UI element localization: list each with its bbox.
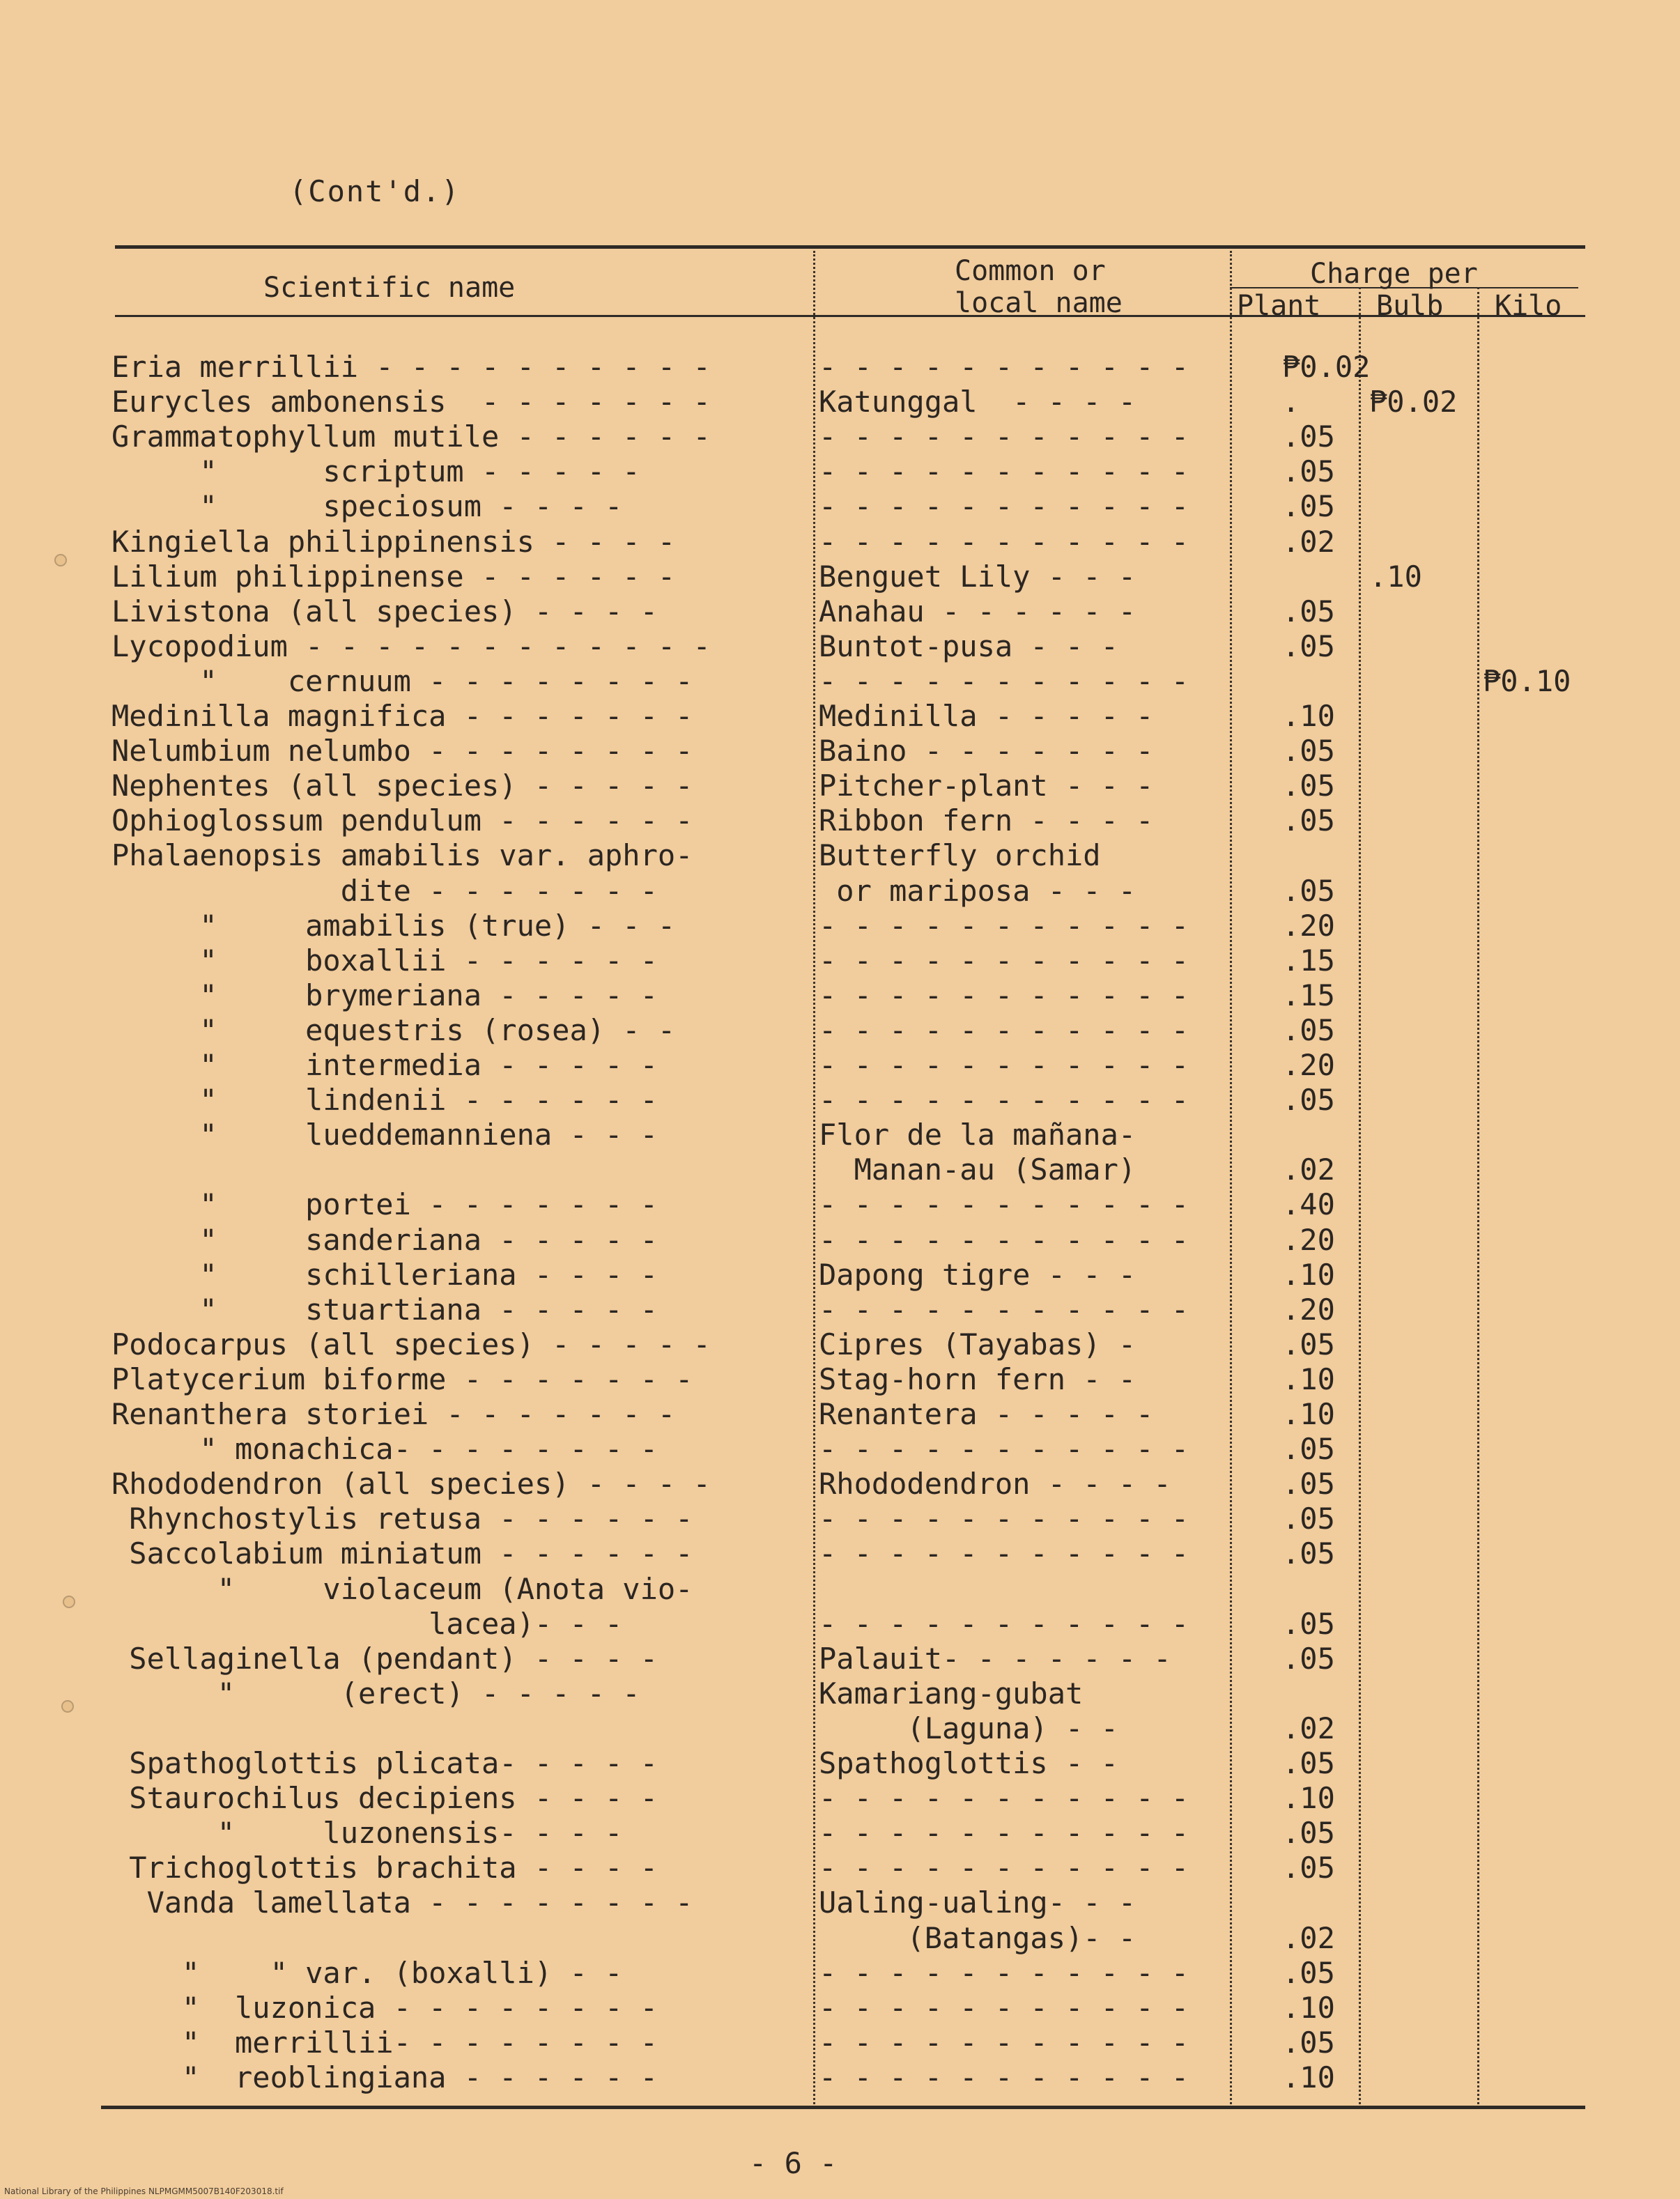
common-name-cell: - - - - - - - - - - - [819, 663, 1189, 698]
charge-plant-cell: .05 [1282, 1851, 1335, 1885]
charge-plant-cell: .05 [1282, 419, 1335, 454]
table-row [0, 1711, 1680, 1746]
charge-plant-cell: .05 [1282, 489, 1335, 524]
charge-plant-cell: .05 [1282, 1432, 1335, 1467]
table-row [0, 1746, 1680, 1781]
common-name-cell: Butterfly orchid [819, 838, 1101, 873]
table-row [0, 1502, 1680, 1536]
page-number: - 6 - [749, 2146, 838, 2180]
charge-plant-cell: .05 [1282, 873, 1335, 908]
table-row [0, 1223, 1680, 1258]
charge-plant-cell: ₱0.02 [1282, 350, 1371, 384]
table-row [0, 1467, 1680, 1502]
scientific-name-cell: Rhododendron (all species) - - - - [111, 1467, 711, 1502]
table-row [0, 1327, 1680, 1362]
table-row [0, 525, 1680, 560]
common-name-cell: Flor de la mañana- [819, 1118, 1136, 1152]
charge-plant-cell: .05 [1282, 1467, 1335, 1502]
common-name-cell: - - - - - - - - - - - [819, 1083, 1189, 1118]
charge-plant-cell: .10 [1282, 1361, 1335, 1396]
common-name-cell: - - - - - - - - - - - [819, 1012, 1189, 1047]
table-row [0, 664, 1680, 699]
common-name-cell: Katunggal - - - - [819, 385, 1136, 419]
table-row [0, 1013, 1680, 1048]
charge-plant-cell: .05 [1282, 769, 1335, 803]
scientific-name-cell: Nelumbium nelumbo - - - - - - - - [111, 734, 693, 769]
header-common-line1: Common or [955, 255, 1106, 287]
table-row [0, 1851, 1680, 1885]
scientific-name-cell: " amabilis (true) - - - [111, 908, 676, 943]
table-row [0, 838, 1680, 873]
charge-plant-cell: .02 [1282, 1711, 1335, 1745]
charge-plant-cell: .10 [1282, 2060, 1335, 2094]
charge-plant-cell: . [1282, 385, 1300, 419]
scientific-name-cell: Platycerium biforme - - - - - - - [111, 1361, 693, 1396]
table-row [0, 1572, 1680, 1607]
common-name-cell: Medinilla - - - - - [819, 699, 1154, 733]
scientific-name-cell: Podocarpus (all species) - - - - - [111, 1327, 711, 1361]
scientific-name-cell: " speciosum - - - - [111, 489, 623, 524]
table-row [0, 2026, 1680, 2060]
common-name-cell: - - - - - - - - - - - [819, 2060, 1189, 2094]
common-name-cell: Spathoglottis - - [819, 1746, 1118, 1780]
common-name-cell: - - - - - - - - - - - [819, 419, 1189, 454]
scientific-name-cell: " stuartiana - - - - - [111, 1292, 658, 1327]
charge-plant-cell: .05 [1282, 1536, 1335, 1571]
scientific-name-cell: lacea)- - - [111, 1606, 623, 1641]
table-row [0, 594, 1680, 629]
table-row [0, 1781, 1680, 1816]
scientific-name-cell: dite - - - - - - - [111, 873, 658, 908]
charge-plant-cell: .10 [1282, 1257, 1335, 1292]
scientific-name-cell: Ophioglossum pendulum - - - - - - [111, 803, 693, 838]
scientific-name-cell: " intermedia - - - - - [111, 1048, 658, 1082]
continued-label: (Cont'd.) [289, 174, 461, 208]
charge-plant-cell: .10 [1282, 699, 1335, 733]
common-name-cell: - - - - - - - - - - - [819, 1187, 1189, 1222]
common-name-cell: or mariposa - - - [819, 873, 1136, 908]
charge-plant-cell: .05 [1282, 1816, 1335, 1851]
common-name-cell: - - - - - - - - - - - [819, 943, 1189, 978]
scientific-name-cell: Renanthera storiei - - - - - - - [111, 1397, 676, 1431]
table-row [0, 1991, 1680, 2026]
table-row [0, 734, 1680, 769]
table-row [0, 874, 1680, 909]
table-row [0, 1642, 1680, 1676]
scientific-name-cell: " (erect) - - - - - [111, 1676, 640, 1711]
common-name-cell: - - - - - - - - - - - [819, 1502, 1189, 1536]
scientific-name-cell: Nephentes (all species) - - - - - [111, 769, 693, 803]
table-row [0, 1432, 1680, 1467]
scientific-name-cell: Eurycles ambonensis - - - - - - - [111, 385, 711, 419]
charge-plant-cell: .05 [1282, 594, 1335, 628]
header-common-line2: local name [955, 287, 1123, 319]
table-row [0, 454, 1680, 489]
charge-plant-cell: .20 [1282, 1222, 1335, 1257]
common-name-cell: - - - - - - - - - - - [819, 1432, 1189, 1467]
charge-plant-cell: .05 [1282, 734, 1335, 769]
scientific-name-cell: " lueddemanniena - - - [111, 1118, 658, 1152]
scientific-name-cell: " luzonensis- - - - [111, 1816, 623, 1851]
table-row [0, 769, 1680, 803]
charge-plant-cell: .05 [1282, 2025, 1335, 2060]
scientific-name-cell: Rhynchostylis retusa - - - - - - [111, 1502, 693, 1536]
charge-plant-cell: .05 [1282, 1955, 1335, 1990]
common-name-cell: - - - - - - - - - - - [819, 908, 1189, 943]
charge-plant-cell: .05 [1282, 628, 1335, 663]
common-name-cell: - - - - - - - - - - - [819, 1222, 1189, 1257]
common-name-cell: Benguet Lily - - - [819, 559, 1136, 594]
scientific-name-cell: " equestris (rosea) - - [111, 1012, 676, 1047]
common-name-cell: Rhododendron - - - - [819, 1467, 1171, 1502]
common-name-cell: (Batangas)- - [819, 1920, 1136, 1955]
table-row [0, 1258, 1680, 1293]
table-row [0, 1397, 1680, 1432]
table-row [0, 1536, 1680, 1571]
table-row [0, 1293, 1680, 1327]
common-name-cell: Buntot-pusa - - - [819, 628, 1118, 663]
table-row [0, 699, 1680, 734]
charge-plant-cell: .05 [1282, 1746, 1335, 1780]
common-name-cell: Ribbon fern - - - - [819, 803, 1154, 838]
scientific-name-cell: " reoblingiana - - - - - - [111, 2060, 658, 2094]
scientific-name-cell: " " var. (boxalli) - - [111, 1955, 623, 1990]
scientific-name-cell: Staurochilus decipiens - - - - [111, 1781, 658, 1816]
header-kilo: Kilo [1495, 290, 1562, 322]
scientific-name-cell: " portei - - - - - - - [111, 1187, 658, 1222]
charge-plant-cell: .15 [1282, 978, 1335, 1012]
charge-plant-cell: .10 [1282, 1397, 1335, 1431]
scientific-name-cell: Saccolabium miniatum - - - - - - [111, 1536, 693, 1571]
header-charge-per: Charge per [1310, 258, 1478, 290]
charge-plant-cell: .05 [1282, 1083, 1335, 1118]
scientific-name-cell: " cernuum - - - - - - - - [111, 663, 693, 698]
common-name-cell: - - - - - - - - - - - [819, 1955, 1189, 1990]
library-watermark: National Library of the Philippines NLPMGMM5007B140F203018.tif [4, 2186, 284, 2196]
common-name-cell: - - - - - - - - - - - [819, 524, 1189, 559]
scientific-name-cell: Sellaginella (pendant) - - - - [111, 1641, 658, 1676]
table-row [0, 1816, 1680, 1851]
scientific-name-cell: Lycopodium - - - - - - - - - - - - [111, 628, 711, 663]
common-name-cell: Dapong tigre - - - [819, 1257, 1136, 1292]
common-name-cell: - - - - - - - - - - - [819, 1816, 1189, 1851]
charge-bulb-cell: ₱0.02 [1369, 385, 1458, 419]
charge-plant-cell: .05 [1282, 1606, 1335, 1641]
scientific-name-cell: Eria merrillii - - - - - - - - - - [111, 350, 711, 384]
charge-kilo-cell: ₱0.10 [1483, 663, 1571, 698]
common-name-cell: Renantera - - - - - [819, 1397, 1154, 1431]
scientific-name-cell: " monachica- - - - - - - - [111, 1432, 658, 1467]
table-row [0, 1956, 1680, 1991]
charge-bulb-cell: .10 [1369, 559, 1422, 594]
scientific-name-cell: " sanderiana - - - - - [111, 1222, 658, 1257]
common-name-cell: Baino - - - - - - - [819, 734, 1154, 769]
scientific-name-cell: Grammatophyllum mutile - - - - - - [111, 419, 711, 454]
charge-plant-cell: .05 [1282, 1502, 1335, 1536]
table-bottom-rule [101, 2106, 1585, 2109]
common-name-cell: - - - - - - - - - - - [819, 1851, 1189, 1885]
header-scientific-name: Scientific name [263, 272, 516, 304]
table-row [0, 2060, 1680, 2095]
table-row [0, 350, 1680, 385]
table-row [0, 978, 1680, 1013]
charge-plant-cell: .05 [1282, 454, 1335, 489]
scientific-name-cell: " boxallii - - - - - - [111, 943, 658, 978]
table-row [0, 385, 1680, 419]
scientific-name-cell: Trichoglottis brachita - - - - [111, 1851, 658, 1885]
common-name-cell: - - - - - - - - - - - [819, 1536, 1189, 1571]
charge-plant-cell: .15 [1282, 943, 1335, 978]
common-name-cell: Palauit- - - - - - - [819, 1641, 1171, 1676]
table-row [0, 419, 1680, 454]
common-name-cell: Pitcher-plant - - - [819, 769, 1154, 803]
charge-plant-cell: .20 [1282, 1048, 1335, 1082]
common-name-cell: - - - - - - - - - - - [819, 489, 1189, 524]
charge-plant-cell: .02 [1282, 1920, 1335, 1955]
scientific-name-cell: Medinilla magnifica - - - - - - - [111, 699, 693, 733]
common-name-cell: - - - - - - - - - - - [819, 2025, 1189, 2060]
table-row [0, 1083, 1680, 1118]
common-name-cell: Stag-horn fern - - [819, 1361, 1136, 1396]
charge-plant-cell: .20 [1282, 1292, 1335, 1327]
table-row [0, 489, 1680, 524]
charge-plant-cell: .02 [1282, 524, 1335, 559]
charge-plant-cell: .02 [1282, 1152, 1335, 1187]
header-bottom-rule [115, 315, 1585, 317]
header-plant: Plant [1237, 290, 1321, 322]
scientific-name-cell: " merrillii- - - - - - - - [111, 2025, 658, 2060]
common-name-cell: - - - - - - - - - - - [819, 1990, 1189, 2025]
scientific-name-cell: " brymeriana - - - - - [111, 978, 658, 1012]
common-name-cell: - - - - - - - - - - - [819, 1292, 1189, 1327]
common-name-cell: Ualing-ualing- - - [819, 1885, 1136, 1920]
table-row [0, 1048, 1680, 1083]
table-row [0, 909, 1680, 943]
common-name-cell: - - - - - - - - - - - [819, 454, 1189, 489]
table-row [0, 1118, 1680, 1152]
scientific-name-cell: Livistona (all species) - - - - [111, 594, 658, 628]
table-row [0, 1152, 1680, 1187]
scientific-name-cell: " lindenii - - - - - - [111, 1083, 658, 1118]
charge-plant-cell: .05 [1282, 803, 1335, 838]
scientific-name-cell: Vanda lamellata - - - - - - - - [111, 1885, 693, 1920]
common-name-cell: Kamariang-gubat [819, 1676, 1084, 1711]
common-name-cell: - - - - - - - - - - - [819, 978, 1189, 1012]
header-bulb: Bulb [1376, 290, 1444, 322]
scientific-name-cell: " luzonica - - - - - - - - [111, 1990, 658, 2025]
table-row [0, 1607, 1680, 1642]
table-row [0, 1187, 1680, 1222]
scientific-name-cell: Spathoglottis plicata- - - - - [111, 1746, 658, 1780]
scientific-name-cell: Lilium philippinense - - - - - - [111, 559, 676, 594]
scientific-name-cell: " schilleriana - - - - [111, 1257, 658, 1292]
table-row [0, 629, 1680, 664]
scientific-name-cell: " violaceum (Anota vio- [111, 1571, 693, 1606]
scientific-name-cell: " scriptum - - - - - [111, 454, 640, 489]
table-row [0, 560, 1680, 594]
table-row [0, 1921, 1680, 1956]
table-row [0, 1362, 1680, 1397]
header-top-rule [115, 245, 1585, 249]
common-name-cell: Anahau - - - - - - [819, 594, 1136, 628]
scientific-name-cell: Kingiella philippinensis - - - - [111, 524, 676, 559]
charge-plant-cell: .05 [1282, 1641, 1335, 1676]
table-row [0, 1676, 1680, 1711]
charge-plant-cell: .05 [1282, 1327, 1335, 1361]
charge-plant-cell: .05 [1282, 1012, 1335, 1047]
common-name-cell: (Laguna) - - [819, 1711, 1118, 1745]
table-row [0, 943, 1680, 978]
common-name-cell: - - - - - - - - - - - [819, 1781, 1189, 1816]
charge-plant-cell: .10 [1282, 1781, 1335, 1816]
common-name-cell: Manan-au (Samar) [819, 1152, 1136, 1187]
charge-plant-cell: .10 [1282, 1990, 1335, 2025]
common-name-cell: - - - - - - - - - - - [819, 1048, 1189, 1082]
charge-plant-cell: .20 [1282, 908, 1335, 943]
common-name-cell: Cipres (Tayabas) - [819, 1327, 1136, 1361]
scientific-name-cell: Phalaenopsis amabilis var. aphro- [111, 838, 693, 873]
common-name-cell: - - - - - - - - - - - [819, 350, 1189, 384]
table-row [0, 803, 1680, 838]
charge-plant-cell: .40 [1282, 1187, 1335, 1222]
table-row [0, 1885, 1680, 1920]
common-name-cell: - - - - - - - - - - - [819, 1606, 1189, 1641]
